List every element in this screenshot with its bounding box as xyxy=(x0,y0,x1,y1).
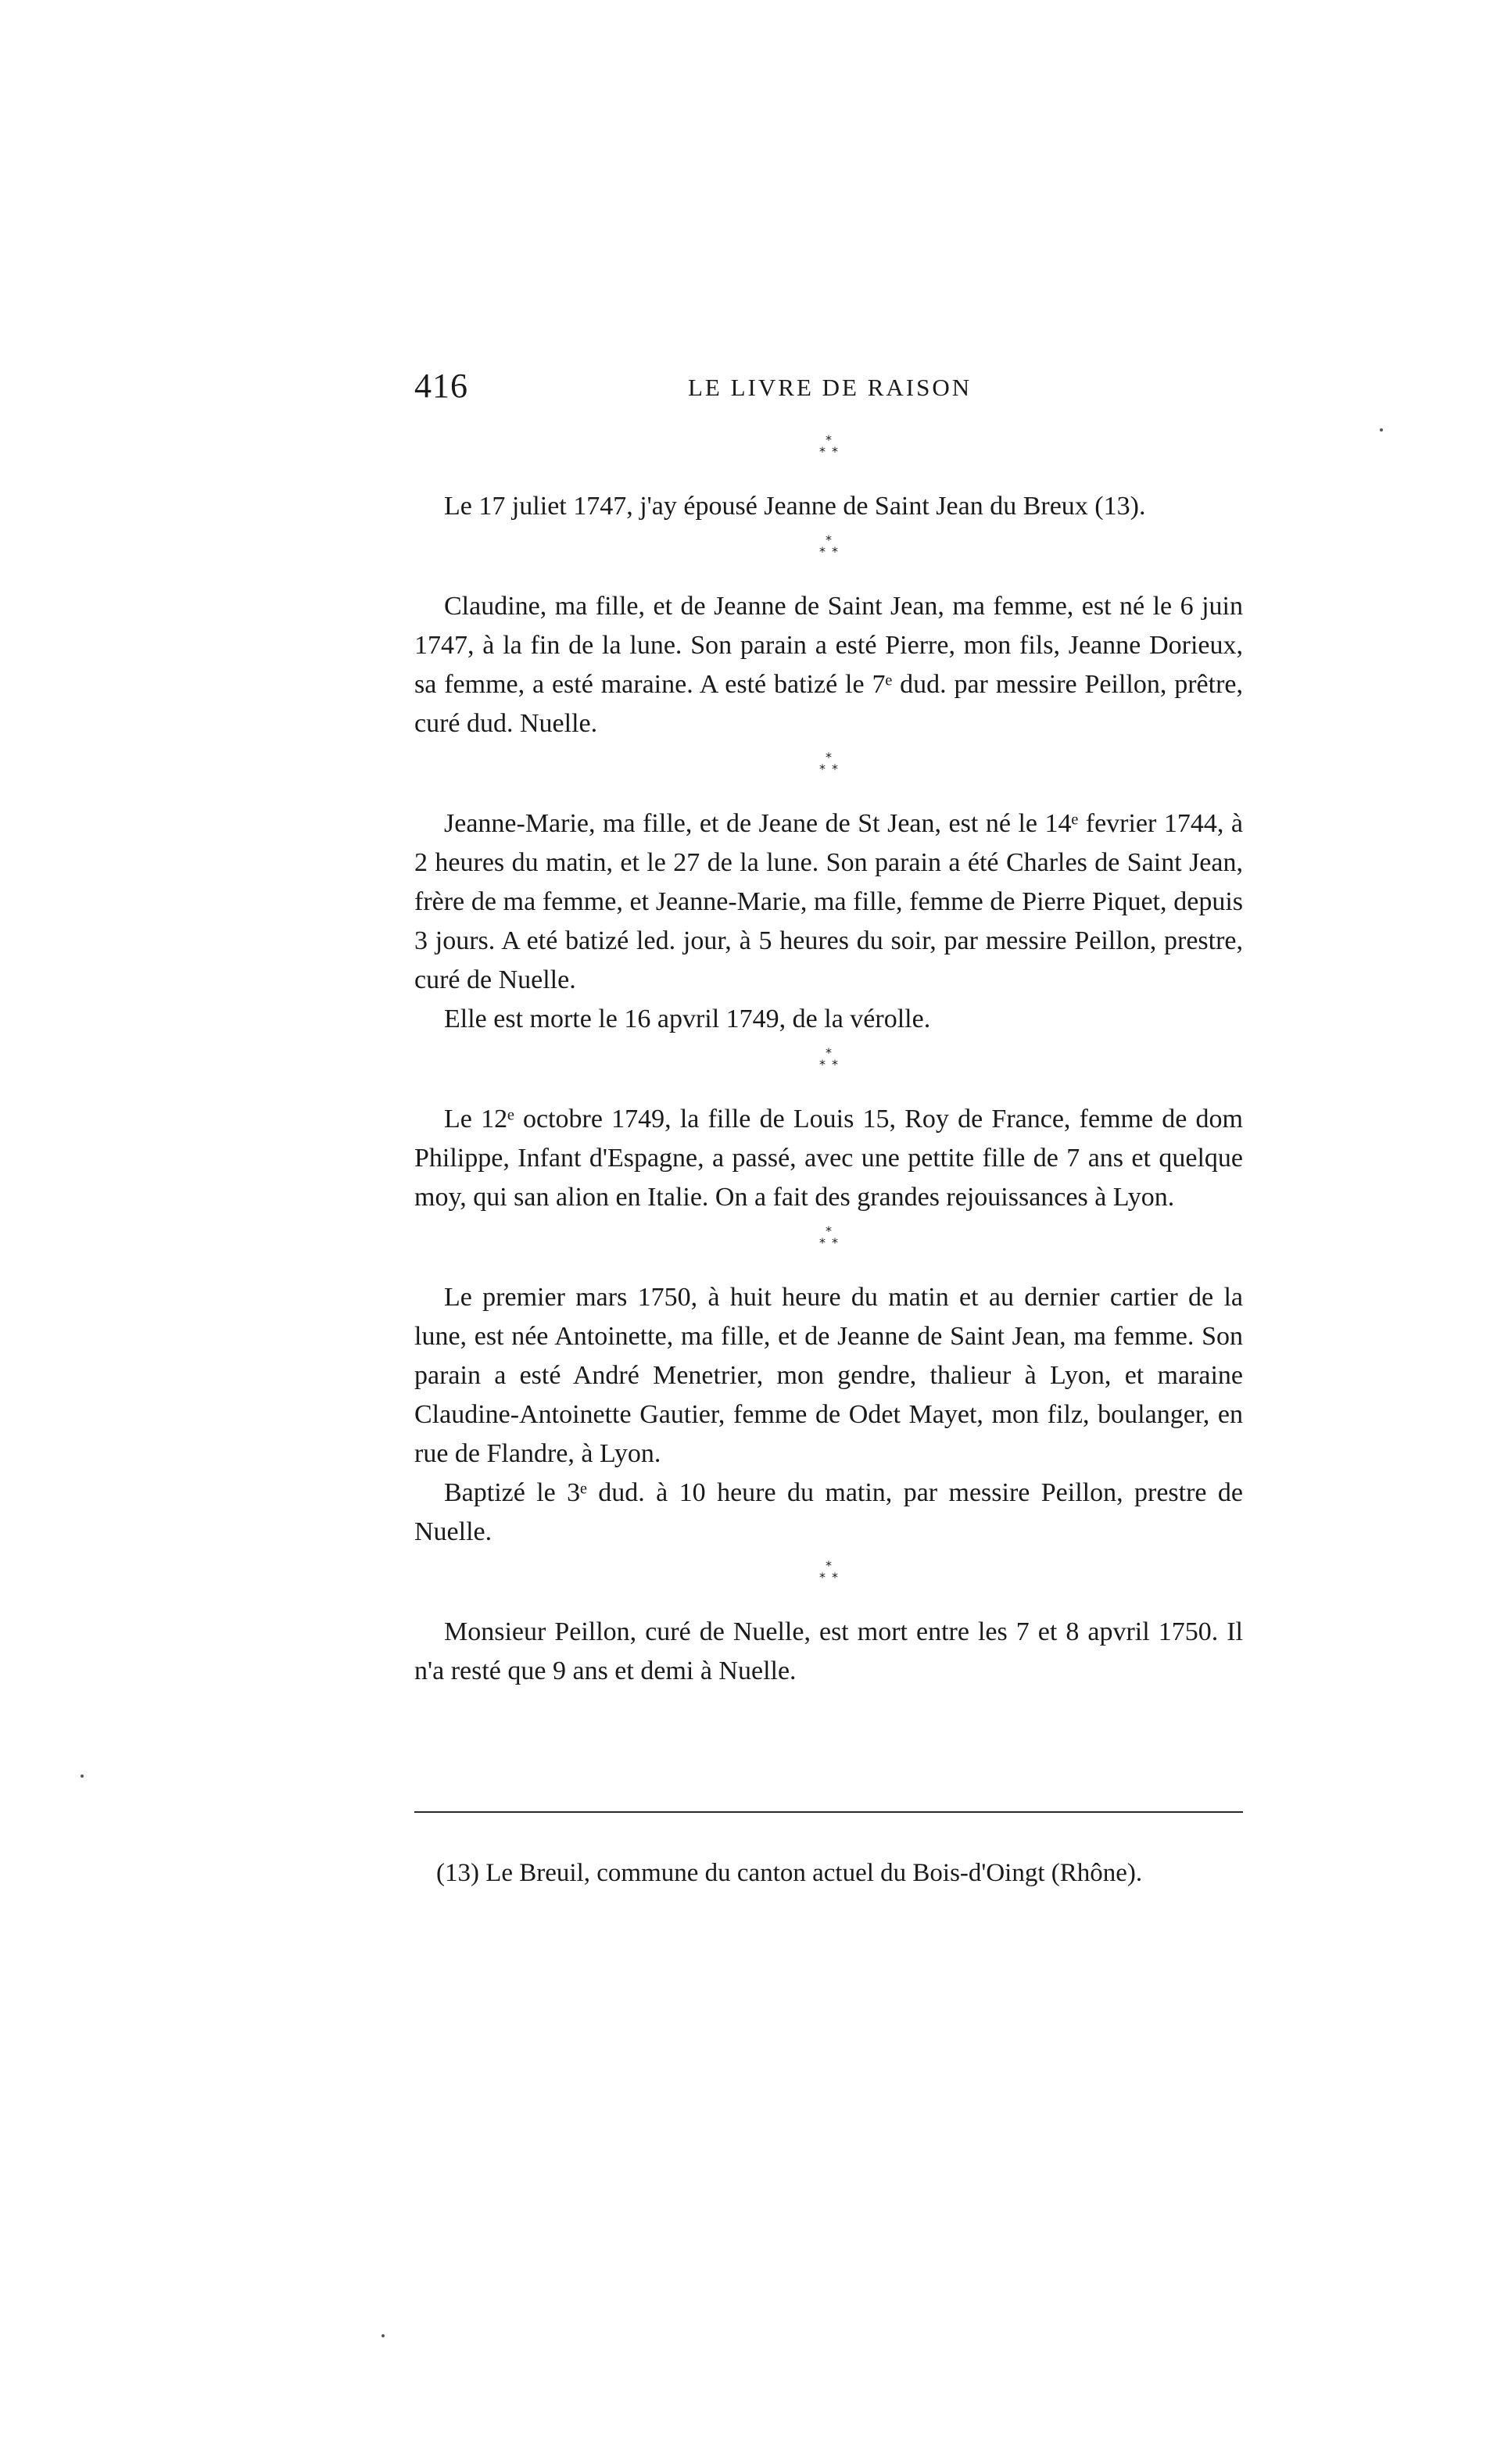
paragraph: Baptizé le 3ᵉ dud. à 10 heure du matin, par messire Peillon, prestre de Nuelle. xyxy=(414,1478,1243,1546)
entry-peillon-death xyxy=(414,1613,1243,1691)
asterism-separator: * ** xyxy=(819,432,844,459)
paragraph: Elle est morte le 16 apvril 1749, de la vérolle. xyxy=(444,1005,931,1033)
footnote-rule xyxy=(414,1811,1243,1813)
paragraph: Le 17 juliet 1747, j'ay épousé Jeanne de Saint Jean du Breux (13). xyxy=(444,492,1146,521)
entry-antoinette-birth xyxy=(414,1278,1243,1552)
scan-speck xyxy=(81,1775,84,1778)
paragraph: Claudine, ma fille, et de Jeanne de Saint Jean, ma femme, est né le 6 juin 1747, à la fin de la lune. Son parain a esté Pierre, mon fils, Jeanne Dorieux, sa femme, a esté maraine. A esté batizé le 7ᵉ dud. par messire Peillon, prêtre, curé dud. Nuelle. xyxy=(414,592,1243,738)
asterism-separator: * ** xyxy=(819,1045,844,1072)
footnote: (13) Le Breuil, commune du canton actuel du Bois-d'Oingt (Rhône). xyxy=(436,1859,1143,1887)
paragraph: Le premier mars 1750, à huit heure du matin et au dernier cartier de la lune, est née Antoinette, ma fille, et de Jeanne de Saint Jean, ma femme. Son parain a esté André Menetrier, mon gendre, thalieur à Lyon, et maraine Claudine-Antoinette Gautier, femme de Odet Mayet, mon filz, boulanger, en rue de Flandre, à Lyon. xyxy=(414,1283,1243,1468)
entry-marriage xyxy=(414,487,1243,526)
page-header xyxy=(414,366,1243,413)
entry-claudine-birth xyxy=(414,587,1243,743)
entry-jeanne-marie-birth xyxy=(414,804,1243,1039)
scan-speck xyxy=(381,2334,385,2337)
paragraph: Le 12ᵉ octobre 1749, la fille de Louis 15, Roy de France, femme de dom Philippe, Infant d'Espagne, a passé, avec une pettite fille de 7 ans et quelque moy, qui san alion en Italie. On a fait des grandes rejouissances à Lyon. xyxy=(414,1105,1243,1212)
asterism-separator: * ** xyxy=(819,750,844,776)
running-title: LE LIVRE DE RAISON xyxy=(688,374,972,401)
asterism-separator: * ** xyxy=(819,532,844,559)
body-text xyxy=(414,426,1243,1691)
asterism-separator: * ** xyxy=(819,1223,844,1250)
scan-speck xyxy=(1380,428,1383,432)
page-number: 416 xyxy=(414,367,468,405)
paragraph: Monsieur Peillon, curé de Nuelle, est mort entre les 7 et 8 apvril 1750. Il n'a resté que 9 ans et demi à Nuelle. xyxy=(414,1617,1243,1685)
entry-royal-passage xyxy=(414,1100,1243,1217)
paragraph: Jeanne-Marie, ma fille, et de Jeane de St Jean, est né le 14ᵉ fevrier 1744, à 2 heures du matin, et le 27 de la lune. Son parain a été Charles de Saint Jean, frère de ma femme, et Jeanne-Marie, ma fille, femme de Pierre Piquet, depuis 3 jours. A eté batizé led. jour, à 5 heures du soir, par messire Peillon, prestre, curé de Nuelle. xyxy=(414,809,1243,994)
asterism-separator: * ** xyxy=(819,1558,844,1585)
